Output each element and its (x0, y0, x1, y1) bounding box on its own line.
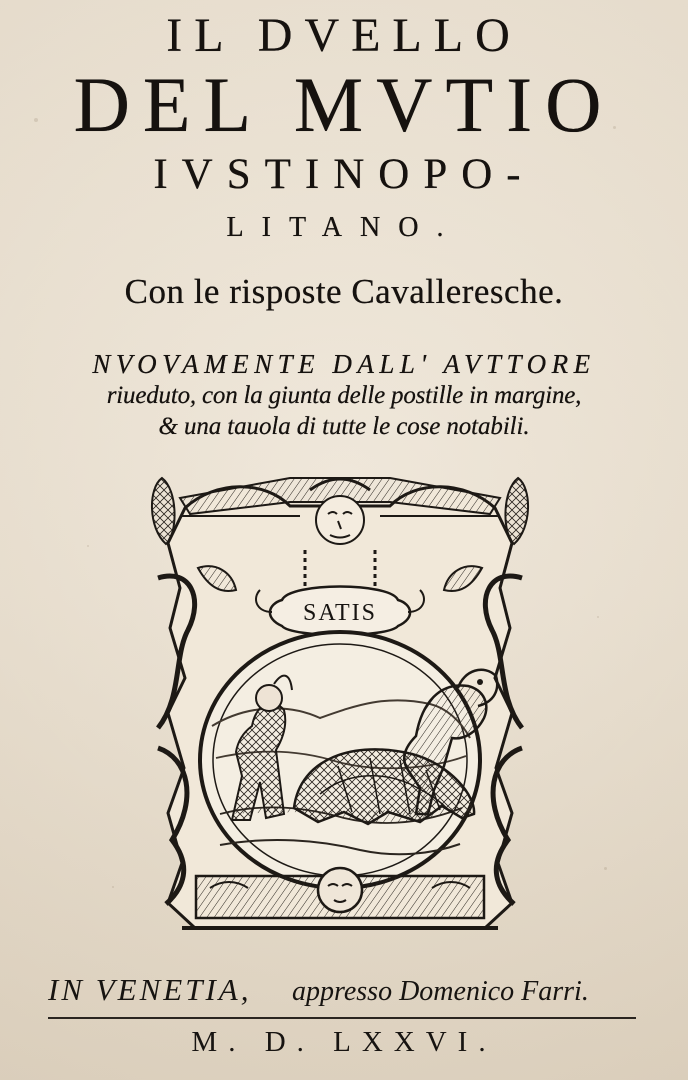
imprint-printer: appresso Domenico Farri. (292, 976, 589, 1007)
subtitle-line: Con le risposte Cavalleresche. (124, 272, 564, 311)
printer-device-icon (140, 458, 540, 958)
title-line-1: IL DVELLO (166, 9, 522, 62)
title-line-2: DEL MVTIO (73, 61, 615, 148)
motto-text: SATIS (302, 600, 378, 626)
revision-line-2: & una tauola di tutte le cose notabili. (158, 413, 530, 440)
imprint-place: IN VENETIA, (48, 972, 252, 1007)
title-line-3: IVSTINOPO- (153, 151, 535, 198)
woodcut-ornament (140, 458, 540, 958)
revision-heading: NVOVAMENTE DALL' AVTTORE (92, 349, 596, 379)
imprint-date: M. D. LXXVI. (191, 1026, 497, 1058)
title-line-4: LITANO. (226, 212, 462, 243)
revision-line-1: riueduto, con la giunta delle postille in margine, (106, 382, 582, 409)
imprint-rule (48, 1017, 636, 1019)
